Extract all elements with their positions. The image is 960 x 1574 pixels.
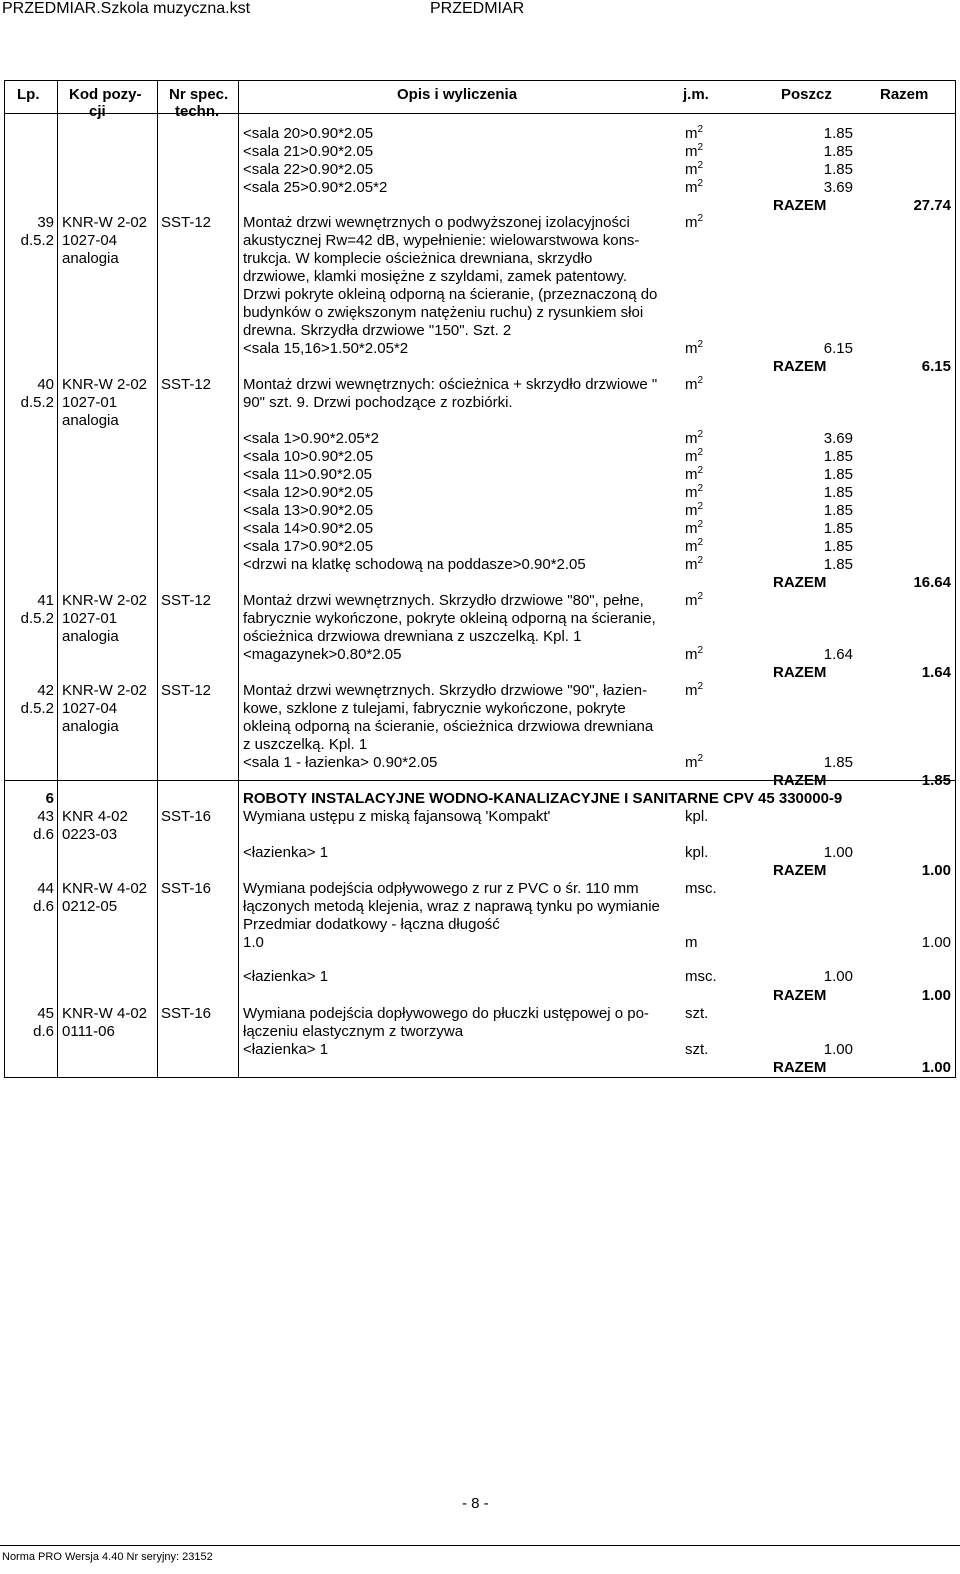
razem-label: RAZEM — [773, 664, 827, 681]
item-no: 45 — [37, 1005, 54, 1022]
item-code: KNR-W 2-02 — [62, 376, 148, 393]
line-value: 1.85 — [823, 754, 853, 771]
item-sub: d.5.2 — [20, 610, 54, 627]
column-divider — [157, 81, 158, 1077]
item-no: 44 — [37, 880, 54, 897]
item-spec: SST-16 — [161, 880, 212, 897]
line-text: <magazynek>0.80*2.05 — [243, 646, 402, 663]
line-unit: $m^2$ — [685, 501, 704, 519]
line-unit: $m^2$ — [685, 124, 704, 142]
line-text: <sala 17>0.90*2.05 — [243, 538, 374, 555]
item-desc: Montaż drzwi wewnętrznych o podwyższonej izolacyjności — [243, 214, 630, 231]
line-unit: $m^2$ — [685, 447, 704, 465]
item-unit: $m^2$ — [685, 213, 704, 231]
line-text: <sala 25>0.90*2.05*2 — [243, 179, 388, 196]
line-unit: $m^2$ — [685, 519, 704, 537]
line-text: <sala 1>0.90*2.05*2 — [243, 430, 379, 447]
item-unit: $m^2$ — [685, 681, 704, 699]
col-jm: j.m. — [683, 86, 709, 103]
item-no: 39 — [37, 214, 54, 231]
line-value: 1.85 — [823, 520, 853, 537]
line-value: 1.85 — [823, 143, 853, 160]
col-razem: Razem — [880, 86, 929, 103]
razem-label: RAZEM — [773, 574, 827, 591]
line-value: 1.85 — [823, 484, 853, 501]
line-value: 1.64 — [823, 646, 853, 663]
item-desc: drzwiowe, klamki mosiężne z szyldami, zamek patentowy. — [243, 268, 628, 285]
item-sub: d.5.2 — [20, 232, 54, 249]
item-sub: d.6 — [33, 1023, 54, 1040]
item-no: 43 — [37, 808, 54, 825]
col-lp: Lp. — [17, 86, 40, 103]
razem-value: 16.64 — [913, 574, 951, 591]
item-desc: okleiną odporną na ścieranie, ościeżnica drzwiowa drewniana — [243, 718, 654, 735]
line-text: <sala 20>0.90*2.05 — [243, 125, 374, 142]
razem-value: 1.64 — [921, 664, 951, 681]
item-code: 1027-04 — [62, 700, 118, 717]
line-unit: $m^2$ — [685, 483, 704, 501]
page-header — [0, 0, 960, 22]
col-kod-2: cji — [89, 103, 106, 120]
item-spec: SST-16 — [161, 1005, 212, 1022]
header-title: PRZEDMIAR — [430, 0, 525, 17]
item-desc: drewna. Skrzydła drzwiowe "150". Szt. 2 — [243, 322, 512, 339]
razem-value: 1.85 — [921, 772, 951, 789]
line-text: <łazienka> 1 — [243, 968, 329, 985]
item-desc: 90" szt. 9. Drzwi pochodzące z rozbiórki. — [243, 394, 513, 411]
item-code: KNR-W 4-02 — [62, 880, 148, 897]
item-desc: Wymiana ustępu z miską fajansową 'Kompakt' — [243, 808, 551, 825]
item-desc: fabrycznie wykończone, pokryte okleiną odporną na ścieranie, — [243, 610, 656, 627]
razem-label: RAZEM — [773, 987, 827, 1004]
item-desc: ościeżnica drzwiowa drewniana z uszczelką. Kpl. 1 — [243, 628, 582, 645]
item-unit: $m^2$ — [685, 591, 704, 609]
col-opis: Opis i wyliczenia — [397, 86, 518, 103]
line-value: 1.85 — [823, 448, 853, 465]
item-sub: d.5.2 — [20, 700, 54, 717]
line-unit: $m^2$ — [685, 429, 704, 447]
line-unit: $m^2$ — [685, 178, 704, 196]
line-unit: szt. — [685, 1041, 709, 1058]
header-file-name: PRZEDMIAR.Szkola muzyczna.kst — [2, 0, 251, 17]
razem-value: 1.00 — [921, 1059, 951, 1076]
razem-value: 1.00 — [921, 987, 951, 1004]
line-text: <drzwi na klatkę schodową na poddasze>0.90*2.05 — [243, 556, 586, 573]
item-desc: Montaż drzwi wewnętrznych: ościeżnica + skrzydło drzwiowe " — [243, 376, 658, 393]
razem-label: RAZEM — [773, 862, 827, 879]
footer-divider — [0, 1545, 960, 1546]
line-text: <łazienka> 1 — [243, 1041, 329, 1058]
item-desc: łączeniu elastycznym z tworzywa — [243, 1023, 464, 1040]
line-value: 1.85 — [823, 556, 853, 573]
item-desc: Przedmiar dodatkowy - łączna długość — [243, 916, 500, 933]
item-spec: SST-12 — [161, 592, 212, 609]
line-text: <łazienka> 1 — [243, 844, 329, 861]
line-text: <sala 12>0.90*2.05 — [243, 484, 374, 501]
line-unit: kpl. — [685, 844, 709, 861]
col-kod: Kod pozy- — [69, 86, 142, 103]
item-desc: kowe, szklone z tulejami, fabrycznie wykończone, pokryte — [243, 700, 626, 717]
item-code: analogia — [62, 250, 119, 267]
item-spec: SST-12 — [161, 214, 212, 231]
razem-label: RAZEM — [773, 197, 827, 214]
item-unit: msc. — [685, 880, 717, 897]
item-no: 40 — [37, 376, 54, 393]
item-code: 0111-06 — [62, 1023, 115, 1040]
footer-software: Norma PRO Wersja 4.40 Nr seryjny: 23152 — [2, 1551, 213, 1563]
line-unit: $m^2$ — [685, 753, 704, 771]
line-value: 1.00 — [823, 1041, 853, 1058]
razem-value: 1.00 — [921, 862, 951, 879]
line-value: 6.15 — [823, 340, 853, 357]
item-desc: budynków o zwiększonym natężeniu ruchu) z rysunkiem słoi — [243, 304, 644, 321]
section-title: ROBOTY INSTALACYJNE WODNO-KANALIZACYJNE I SANITARNE CPV 45 330000-9 — [243, 790, 843, 807]
item-desc: Drzwi pokryte okleiną odporną na ścieranie, (przeznaczoną do — [243, 286, 658, 303]
item-desc: Wymiana podejścia odpływowego z rur z PVC o śr. 110 mm — [243, 880, 639, 897]
line-value: 1.00 — [823, 844, 853, 861]
item-sub: d.6 — [33, 898, 54, 915]
line-unit: $m^2$ — [685, 537, 704, 555]
line-value: 1.85 — [823, 125, 853, 142]
line-unit: $m^2$ — [685, 465, 704, 483]
line-value: 1.85 — [823, 502, 853, 519]
razem-value: 27.74 — [913, 197, 951, 214]
item-code: analogia — [62, 412, 119, 429]
item-desc: Wymiana podejścia dopływowego do płuczki ustępowej o po- — [243, 1005, 649, 1022]
column-divider — [57, 81, 58, 1077]
przedmiar-table — [4, 80, 956, 1078]
section-divider — [5, 780, 955, 781]
line-text: <sala 15,16>1.50*2.05*2 — [243, 340, 409, 357]
col-poszcz: Poszcz — [781, 86, 832, 103]
item-code: analogia — [62, 718, 119, 735]
item-no: 42 — [37, 682, 54, 699]
line-unit: msc. — [685, 968, 717, 985]
item-desc: z uszczelką. Kpl. 1 — [243, 736, 368, 753]
item-code: KNR-W 2-02 — [62, 214, 148, 231]
column-divider — [238, 81, 239, 1077]
item-sub: d.6 — [33, 826, 54, 843]
line-value: 1.00 — [823, 968, 853, 985]
item-unit: szt. — [685, 1005, 709, 1022]
item-code: 0212-05 — [62, 898, 118, 915]
item-desc: łączonych metodą klejenia, wraz z naprawą tynku po wymianie — [243, 898, 660, 915]
item-unit: $m^2$ — [685, 375, 704, 393]
item-code: analogia — [62, 628, 119, 645]
razem-label: RAZEM — [773, 1059, 827, 1076]
item-code: KNR-W 2-02 — [62, 682, 148, 699]
item-desc: trukcja. W komplecie ościeżnica drewniana, skrzydło — [243, 250, 593, 267]
col-nr-2: techn. — [175, 103, 220, 120]
item-code: KNR-W 4-02 — [62, 1005, 148, 1022]
line-text: <sala 1 - łazienka> 0.90*2.05 — [243, 754, 438, 771]
item-code: 0223-03 — [62, 826, 118, 843]
item-code: KNR-W 2-02 — [62, 592, 148, 609]
item-code: 1027-01 — [62, 394, 118, 411]
item-desc: akustycznej Rw=42 dB, wypełnienie: wielowarstwowa kons- — [243, 232, 640, 249]
line-text: <sala 14>0.90*2.05 — [243, 520, 374, 537]
item-desc: Montaż drzwi wewnętrznych. Skrzydło drzwiowe "90", łazien- — [243, 682, 648, 699]
line-unit: $m^2$ — [685, 160, 704, 178]
item-code: 1027-04 — [62, 232, 118, 249]
item-code: KNR 4-02 — [62, 808, 128, 825]
line-value: 3.69 — [823, 430, 853, 447]
line-text: <sala 13>0.90*2.05 — [243, 502, 374, 519]
line-unit: $m^2$ — [685, 339, 704, 357]
line-text: <sala 22>0.90*2.05 — [243, 161, 374, 178]
line-unit: $m^2$ — [685, 645, 704, 663]
line-text: <sala 11>0.90*2.05 — [243, 466, 373, 483]
line-unit: $m^2$ — [685, 142, 704, 160]
item-spec: SST-12 — [161, 376, 212, 393]
item-unit: kpl. — [685, 808, 709, 825]
line-text: <sala 21>0.90*2.05 — [243, 143, 374, 160]
item-sub: d.5.2 — [20, 394, 54, 411]
page-number: - 8 - — [462, 1495, 489, 1512]
line-value: 1.85 — [823, 538, 853, 555]
line-unit: $m^2$ — [685, 555, 704, 573]
razem-value: 6.15 — [921, 358, 951, 375]
line-value: 3.69 — [823, 179, 853, 196]
extra-text: 1.0 — [243, 934, 264, 951]
line-value: 1.85 — [823, 161, 853, 178]
line-text: <sala 10>0.90*2.05 — [243, 448, 374, 465]
line-value: 1.85 — [823, 466, 853, 483]
item-code: 1027-01 — [62, 610, 118, 627]
extra-unit: m — [685, 934, 698, 951]
item-desc: Montaż drzwi wewnętrznych. Skrzydło drzwiowe "80", pełne, — [243, 592, 644, 609]
extra-value: 1.00 — [921, 934, 951, 951]
section-number: 6 — [45, 790, 54, 807]
item-spec: SST-16 — [161, 808, 212, 825]
header-divider — [5, 113, 955, 114]
col-nr: Nr spec. — [169, 86, 229, 103]
item-no: 41 — [37, 592, 54, 609]
razem-label: RAZEM — [773, 358, 827, 375]
item-spec: SST-12 — [161, 682, 212, 699]
razem-label: RAZEM — [773, 772, 827, 789]
